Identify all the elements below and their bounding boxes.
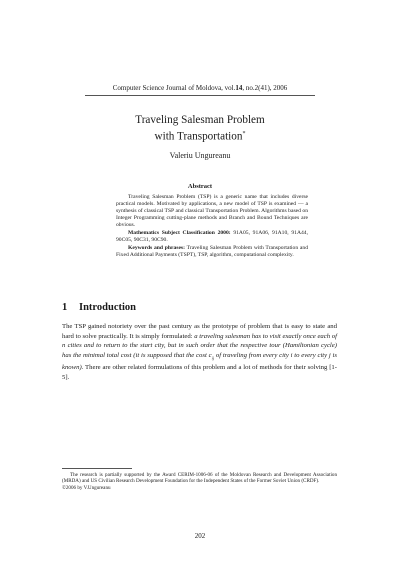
paper-title — [80, 114, 320, 144]
footnote-text: The research is partially supported by the Award CERIM-1006-06 of the Moldovan Research and Development Association (MRDA) and US Civilian Research Development Foundation for the Independent States of the Former Soviet Union (CRDF). — [62, 472, 337, 485]
msc-label: Mathematics Subject Classification 2000: — [128, 230, 231, 236]
footnote-rule — [62, 468, 132, 469]
page-number: 202 — [194, 532, 206, 540]
copyright-line: ©2006 by V.Ungureanu — [62, 484, 111, 491]
msc-value: 91A05, 91A06, 91A10, 91A44, 90C05, 90C31, 90C90. — [116, 230, 308, 243]
abstract-block — [116, 194, 308, 259]
footnote — [62, 472, 337, 491]
section-heading — [62, 302, 342, 313]
header-rule — [85, 95, 315, 96]
msc-line — [116, 230, 308, 244]
section-title: Introduction — [79, 302, 136, 313]
keywords-label: Keywords and phrases: — [128, 245, 185, 251]
title-line-2: with Transportation* — [154, 130, 246, 143]
title-footnote-mark: * — [242, 130, 246, 137]
author-name: Valeriu Ungureanu — [169, 151, 231, 160]
abstract-heading: Abstract — [187, 183, 213, 190]
journal-volume: 14 — [235, 84, 243, 92]
keywords-line — [116, 245, 308, 259]
section-number: 1 — [62, 302, 68, 313]
abstract-text: Traveling Salesman Problem (TSP) is a generic name that includes diverse practical models. Motivated by applications, a new model of TSP is examined — a synthesis of classical TSP and classical Transportation Problem. Algorithms based on Integer Programming cutting-plane methods and Branch and Bound Techniques are obvious. — [116, 194, 308, 228]
journal-header: Computer Science Journal of Moldova, vol.14, no.2(41), 2006 — [112, 84, 288, 92]
introduction-paragraph: The TSP gained notoriety over the past century as the prototype of problem that is easy to state and hard to solve practically. It is simply formulated: a traveling salesman has to visit exactly once each of n cities and to return to the start city, but in such order that the respective tour (Hamiltonian cycle) has the minimal total cost (it is supposed that the cost $c_{ij}$ of traveling from every city i to every city j is known). There are other related formulations of this problem and a lot of methods for their solving [1-5]. — [62, 323, 337, 381]
title-line-1: Traveling Salesman Problem — [135, 114, 265, 126]
keywords-value: Traveling Salesman Problem with Transportation and Fixed Additional Payments (TSPT), TSP, algorithm, computational complexity. — [116, 245, 308, 258]
